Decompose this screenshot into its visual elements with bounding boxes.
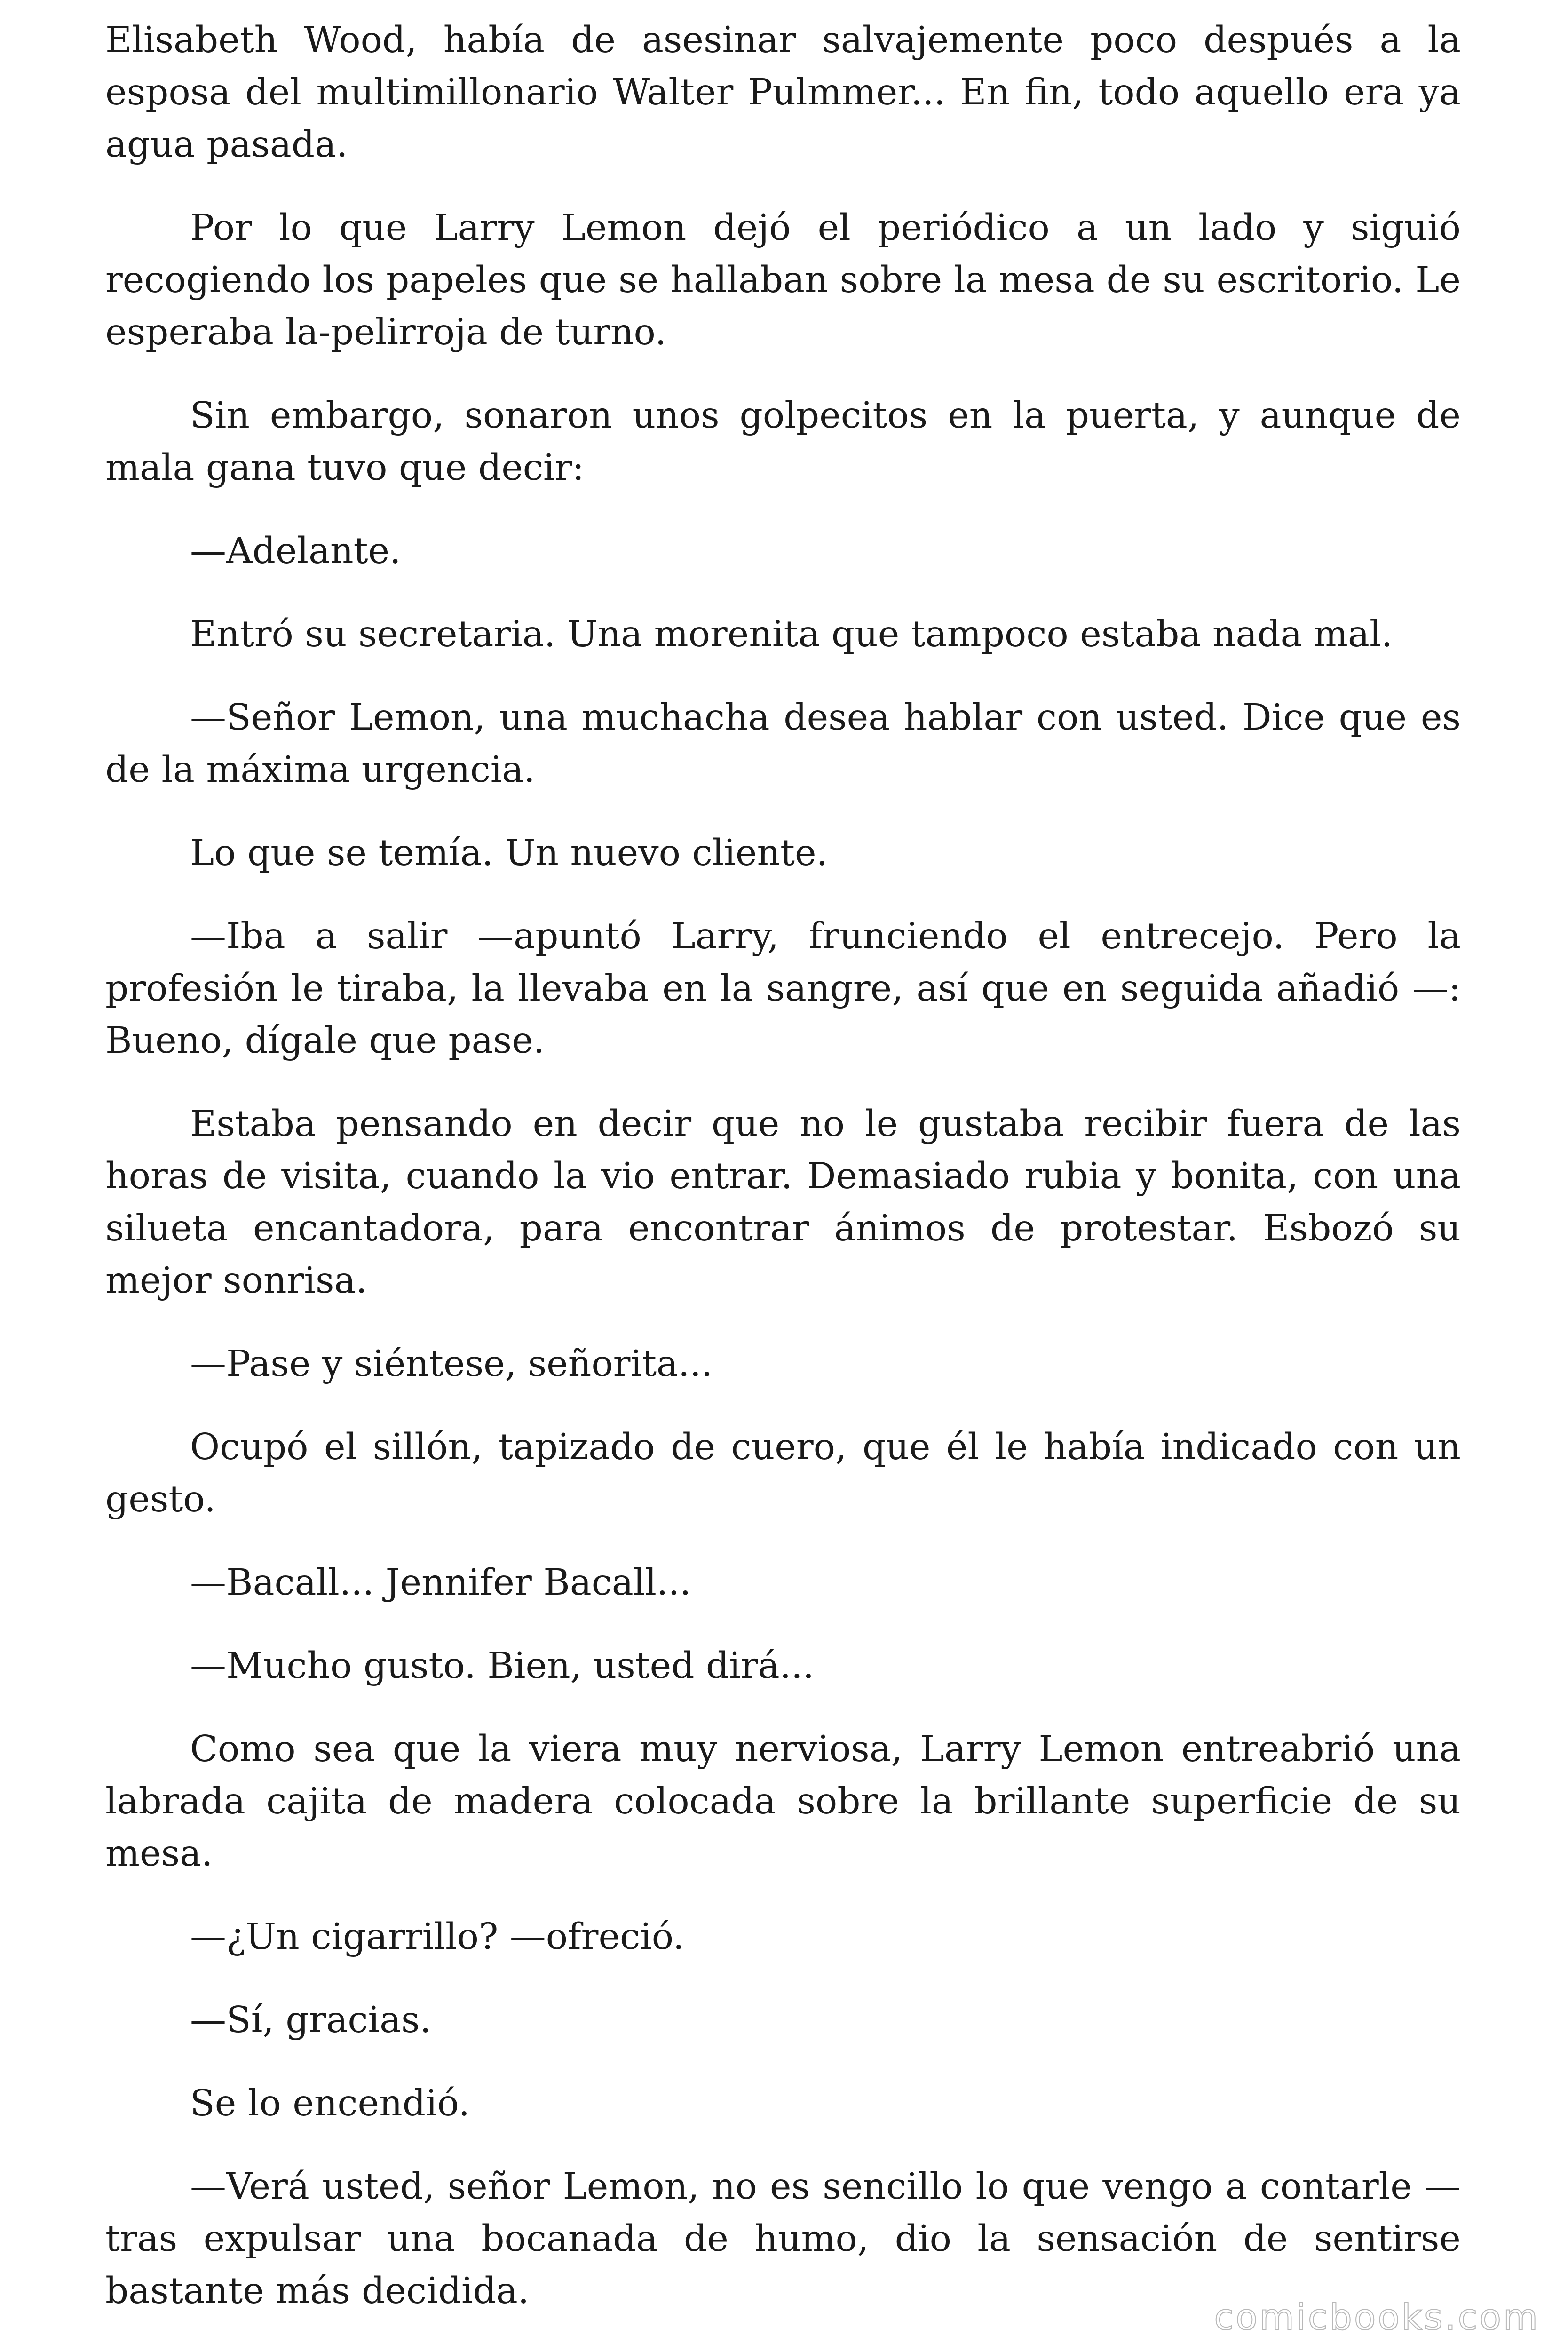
dialogue-line: —Bacall... Jennifer Bacall... [190, 1562, 691, 1604]
dialogue-line: —Sí, gracias. [190, 1999, 431, 2041]
paragraph: Estaba pensando en decir que no le gustaba recibir fuera de las horas de visita, cuando la vio entrar. Demasiado rubia y bonita, con una silueta encantadora, para encontrar ánimos de protestar. Esbozó su mejor sonrisa. [105, 1103, 1461, 1302]
dialogue-line: —¿Un cigarrillo? —ofreció. [190, 1916, 685, 1958]
paragraph: Entró su secretaria. Una morenita que tampoco estaba nada mal. [190, 613, 1393, 655]
paragraph: Elisabeth Wood, había de asesinar salvajemente poco después a la esposa del multimillonario Walter Pulmmer... En fin, todo aquello era ya agua pasada. [105, 19, 1461, 166]
paragraph: Por lo que Larry Lemon dejó el periódico a un lado y siguió recogiendo los papeles que se hallaban sobre la mesa de su escritorio. Le esperaba la-pelirroja de turno. [105, 207, 1461, 353]
dialogue-line: —Verá usted, señor Lemon, no es sencillo lo que vengo a contarle —tras expulsar una bocanada de humo, dio la sensación de sentirse bastante más decidida. [105, 2166, 1461, 2312]
paragraph: Como sea que la viera muy nerviosa, Larry Lemon entreabrió una labrada cajita de madera colocada sobre la brillante superficie de su mesa. [105, 1728, 1461, 1875]
dialogue-line: —Mucho gusto. Bien, usted dirá... [190, 1645, 815, 1687]
dialogue-line: —Iba a salir —apuntó Larry, frunciendo el entrecejo. Pero la profesión le tiraba, la llevaba en la sangre, así que en seguida añadió —: Bueno, dígale que pase. [105, 915, 1461, 1062]
watermark: comicbooks.com [1214, 2296, 1540, 2338]
dialogue-line: —Pase y siéntese, señorita... [190, 1343, 713, 1385]
paragraph: Ocupó el sillón, tapizado de cuero, que él le había indicado con un gesto. [105, 1426, 1461, 1520]
page-body-text [105, 14, 1461, 2348]
dialogue-line: —Señor Lemon, una muchacha desea hablar con usted. Dice que es de la máxima urgencia. [105, 697, 1461, 791]
dialogue-line: —Adelante. [190, 530, 401, 572]
paragraph: Se lo encendió. [190, 2082, 470, 2124]
paragraph: Lo que se temía. Un nuevo cliente. [190, 832, 828, 874]
paragraph: Sin embargo, sonaron unos golpecitos en la puerta, y aunque de mala gana tuvo que decir: [105, 395, 1461, 489]
